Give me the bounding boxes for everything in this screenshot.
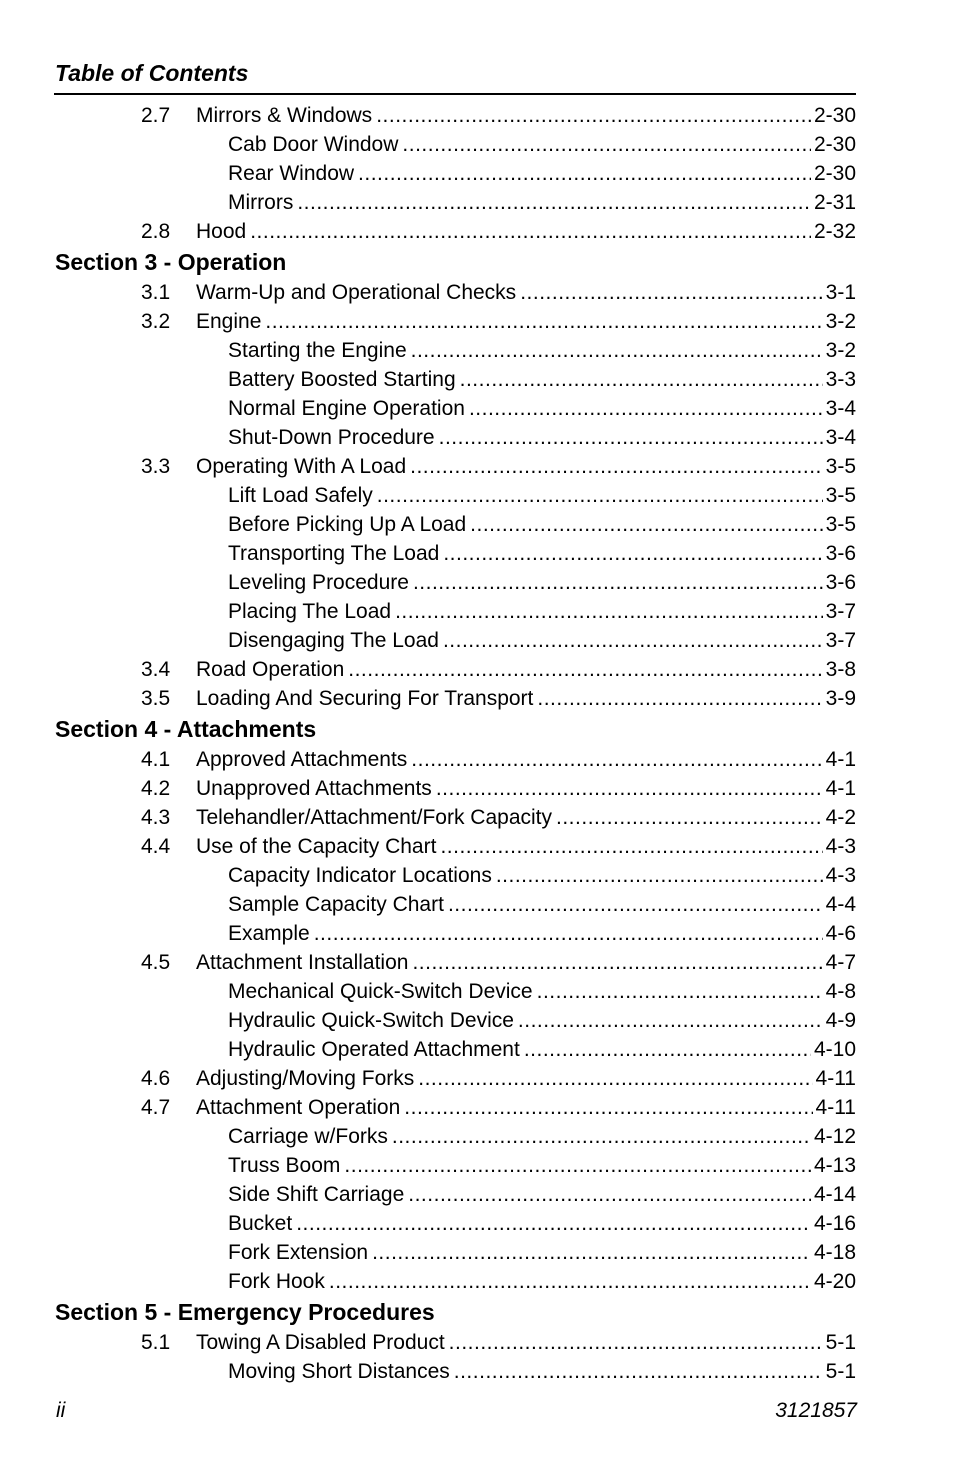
entry-title: Fork Hook xyxy=(228,1270,325,1293)
section-title: Section 3 - Operation xyxy=(55,249,287,275)
entry-page-number: 2-30 xyxy=(813,133,856,156)
toc-subentry[interactable] xyxy=(0,130,954,159)
entry-number: 3.1 xyxy=(141,281,171,304)
toc-entry[interactable] xyxy=(0,278,954,307)
dot-leader xyxy=(410,452,823,481)
entry-line xyxy=(228,539,856,568)
toc-entry[interactable] xyxy=(0,307,954,336)
dot-leader xyxy=(297,188,811,217)
entry-line xyxy=(228,1122,856,1151)
entry-title: Disengaging The Load xyxy=(228,629,439,652)
entry-page-number: 3-7 xyxy=(825,600,856,623)
dot-leader xyxy=(296,1209,811,1238)
entry-number: 3.4 xyxy=(141,658,171,681)
dot-leader xyxy=(443,626,823,655)
entry-page-number: 4-3 xyxy=(825,835,856,858)
dot-leader xyxy=(402,130,811,159)
toc-entry[interactable] xyxy=(0,803,954,832)
entry-page-number: 4-10 xyxy=(813,1038,856,1061)
dot-leader xyxy=(443,539,822,568)
entry-number: 4.4 xyxy=(141,835,171,858)
dot-leader xyxy=(448,890,823,919)
entry-number: 3.3 xyxy=(141,455,171,478)
dot-leader xyxy=(436,774,823,803)
entry-title: Road Operation xyxy=(196,658,345,681)
entry-number: 4.7 xyxy=(141,1096,171,1119)
toc-subentry[interactable] xyxy=(0,365,954,394)
entry-title: Example xyxy=(228,922,310,945)
entry-line xyxy=(228,510,856,539)
entry-title: Placing The Load xyxy=(228,600,392,623)
entry-page-number: 3-5 xyxy=(825,484,856,507)
toc-subentry[interactable] xyxy=(0,1006,954,1035)
entry-page-number: 3-6 xyxy=(825,571,856,594)
dot-leader xyxy=(556,803,823,832)
dot-leader xyxy=(537,977,823,1006)
entry-title: Moving Short Distances xyxy=(228,1360,450,1383)
entry-title: Cab Door Window xyxy=(228,133,399,156)
entry-line xyxy=(196,803,856,832)
dot-leader xyxy=(412,948,822,977)
entry-page-number: 4-4 xyxy=(825,893,856,916)
entry-page-number: 4-16 xyxy=(813,1212,856,1235)
entry-page-number: 4-20 xyxy=(813,1270,856,1293)
dot-leader xyxy=(329,1267,811,1296)
section-title: Section 5 - Emergency Procedures xyxy=(55,1299,435,1325)
entry-title: Hood xyxy=(196,220,247,243)
entry-page-number: 4-2 xyxy=(825,806,856,829)
entry-page-number: 4-12 xyxy=(813,1125,856,1148)
toc-entry[interactable] xyxy=(0,745,954,774)
dot-leader xyxy=(411,745,822,774)
dot-leader xyxy=(470,510,822,539)
dot-leader xyxy=(496,861,823,890)
toc-subentry[interactable] xyxy=(0,423,954,452)
entry-line xyxy=(196,832,856,861)
entry-title: Bucket xyxy=(228,1212,293,1235)
entry-title: Mechanical Quick-Switch Device xyxy=(228,980,533,1003)
entry-page-number: 3-4 xyxy=(825,397,856,420)
entry-title: Leveling Procedure xyxy=(228,571,409,594)
toc-subentry[interactable] xyxy=(0,919,954,948)
dot-leader xyxy=(413,568,823,597)
toc-subentry[interactable] xyxy=(0,1209,954,1238)
entry-line xyxy=(228,568,856,597)
entry-title: Carriage w/Forks xyxy=(228,1125,388,1148)
entry-number: 4.2 xyxy=(141,777,171,800)
toc-entry[interactable] xyxy=(0,1328,954,1357)
entry-title: Loading And Securing For Transport xyxy=(196,687,534,710)
entry-line xyxy=(196,278,856,307)
toc-subentry[interactable] xyxy=(0,597,954,626)
toc-subentry[interactable] xyxy=(0,568,954,597)
entry-page-number: 3-2 xyxy=(825,339,856,362)
entry-title: Approved Attachments xyxy=(196,748,408,771)
entry-line xyxy=(228,1006,856,1035)
toc-subentry[interactable] xyxy=(0,890,954,919)
entry-line xyxy=(228,597,856,626)
entry-title: Lift Load Safely xyxy=(228,484,373,507)
entry-title: Side Shift Carriage xyxy=(228,1183,405,1206)
entry-line xyxy=(228,1238,856,1267)
entry-line xyxy=(228,188,856,217)
entry-number: 4.3 xyxy=(141,806,171,829)
entry-number: 4.1 xyxy=(141,748,171,771)
entry-page-number: 4-8 xyxy=(825,980,856,1003)
entry-line xyxy=(228,394,856,423)
entry-page-number: 4-18 xyxy=(813,1241,856,1264)
header-divider xyxy=(54,93,856,95)
entry-line xyxy=(228,365,856,394)
toc-subentry[interactable] xyxy=(0,481,954,510)
entry-page-number: 2-31 xyxy=(813,191,856,214)
entry-page-number: 4-6 xyxy=(825,922,856,945)
page-header-title: Table of Contents xyxy=(55,60,249,86)
entry-title: Hydraulic Operated Attachment xyxy=(228,1038,520,1061)
entry-number: 2.7 xyxy=(141,104,171,127)
entry-line xyxy=(228,1151,856,1180)
entry-line xyxy=(228,481,856,510)
entry-page-number: 3-8 xyxy=(825,658,856,681)
toc-subentry[interactable] xyxy=(0,1180,954,1209)
entry-page-number: 4-11 xyxy=(815,1096,856,1119)
entry-line xyxy=(196,1064,856,1093)
dot-leader xyxy=(518,1006,823,1035)
toc-subentry[interactable] xyxy=(0,1357,954,1386)
entry-line xyxy=(228,977,856,1006)
dot-leader xyxy=(376,101,811,130)
entry-title: Rear Window xyxy=(228,162,355,185)
entry-title: Mirrors xyxy=(228,191,294,214)
entry-page-number: 3-1 xyxy=(825,281,856,304)
toc-subentry[interactable] xyxy=(0,336,954,365)
entry-page-number: 4-14 xyxy=(813,1183,856,1206)
entry-title: Hydraulic Quick-Switch Device xyxy=(228,1009,514,1032)
table-of-contents xyxy=(0,101,954,1386)
toc-subentry[interactable] xyxy=(0,626,954,655)
entry-line xyxy=(228,861,856,890)
entry-number: 3.5 xyxy=(141,687,171,710)
toc-subentry[interactable] xyxy=(0,539,954,568)
dot-leader xyxy=(358,159,811,188)
entry-line xyxy=(228,890,856,919)
entry-line xyxy=(228,336,856,365)
entry-page-number: 4-11 xyxy=(815,1067,856,1090)
section-title: Section 4 - Attachments xyxy=(55,716,317,742)
entry-line xyxy=(228,1357,856,1386)
footer-document-number: 3121857 xyxy=(775,1399,857,1422)
dot-leader xyxy=(408,1180,811,1209)
entry-page-number: 3-2 xyxy=(825,310,856,333)
dot-leader xyxy=(377,481,823,510)
toc-entry[interactable] xyxy=(0,101,954,130)
dot-leader xyxy=(440,832,822,861)
dot-leader xyxy=(348,655,822,684)
entry-page-number: 4-9 xyxy=(825,1009,856,1032)
toc-subentry[interactable] xyxy=(0,1238,954,1267)
entry-page-number: 3-6 xyxy=(825,542,856,565)
entry-page-number: 4-7 xyxy=(825,951,856,974)
entry-title: Battery Boosted Starting xyxy=(228,368,456,391)
entry-line xyxy=(228,626,856,655)
toc-entry[interactable] xyxy=(0,217,954,246)
dot-leader xyxy=(469,394,823,423)
entry-line xyxy=(196,1328,856,1357)
toc-subentry[interactable] xyxy=(0,1035,954,1064)
entry-line xyxy=(228,1267,856,1296)
entry-title: Engine xyxy=(196,310,262,333)
entry-title: Warm-Up and Operational Checks xyxy=(196,281,517,304)
dot-leader xyxy=(265,307,822,336)
entry-page-number: 3-7 xyxy=(825,629,856,652)
entry-title: Operating With A Load xyxy=(196,455,407,478)
entry-line xyxy=(196,1093,856,1122)
dot-leader xyxy=(411,336,823,365)
entry-line xyxy=(196,217,856,246)
entry-title: Capacity Indicator Locations xyxy=(228,864,492,887)
entry-title: Shut-Down Procedure xyxy=(228,426,435,449)
toc-section-heading xyxy=(0,1296,954,1328)
dot-leader xyxy=(404,1093,812,1122)
dot-leader xyxy=(449,1328,823,1357)
entry-line xyxy=(196,774,856,803)
entry-page-number: 4-1 xyxy=(825,748,856,771)
entry-page-number: 4-3 xyxy=(825,864,856,887)
dot-leader xyxy=(454,1357,823,1386)
entry-page-number: 3-5 xyxy=(825,455,856,478)
entry-number: 2.8 xyxy=(141,220,171,243)
dot-leader xyxy=(392,1122,811,1151)
entry-page-number: 3-9 xyxy=(825,687,856,710)
entry-title: Normal Engine Operation xyxy=(228,397,465,420)
entry-number: 3.2 xyxy=(141,310,171,333)
entry-line xyxy=(196,452,856,481)
toc-subentry[interactable] xyxy=(0,861,954,890)
entry-title: Towing A Disabled Product xyxy=(196,1331,445,1354)
toc-subentry[interactable] xyxy=(0,188,954,217)
dot-leader xyxy=(250,217,811,246)
entry-line xyxy=(196,684,856,713)
toc-subentry[interactable] xyxy=(0,159,954,188)
entry-line xyxy=(228,1035,856,1064)
dot-leader xyxy=(460,365,823,394)
toc-entry[interactable] xyxy=(0,774,954,803)
dot-leader xyxy=(520,278,822,307)
entry-title: Use of the Capacity Chart xyxy=(196,835,437,858)
entry-line xyxy=(196,745,856,774)
entry-page-number: 4-13 xyxy=(813,1154,856,1177)
entry-title: Unapproved Attachments xyxy=(196,777,432,800)
entry-line xyxy=(228,130,856,159)
entry-title: Sample Capacity Chart xyxy=(228,893,444,916)
entry-line xyxy=(196,307,856,336)
toc-subentry[interactable] xyxy=(0,1151,954,1180)
dot-leader xyxy=(418,1064,812,1093)
entry-number: 4.5 xyxy=(141,951,171,974)
dot-leader xyxy=(537,684,822,713)
entry-page-number: 3-4 xyxy=(825,426,856,449)
entry-page-number: 4-1 xyxy=(825,777,856,800)
entry-title: Mirrors & Windows xyxy=(196,104,373,127)
entry-title: Before Picking Up A Load xyxy=(228,513,467,536)
entry-line xyxy=(228,1180,856,1209)
dot-leader xyxy=(524,1035,811,1064)
entry-title: Adjusting/Moving Forks xyxy=(196,1067,415,1090)
entry-number: 4.6 xyxy=(141,1067,171,1090)
entry-title: Truss Boom xyxy=(228,1154,341,1177)
toc-subentry[interactable] xyxy=(0,1122,954,1151)
toc-subentry[interactable] xyxy=(0,1267,954,1296)
entry-page-number: 3-3 xyxy=(825,368,856,391)
dot-leader xyxy=(344,1151,811,1180)
entry-page-number: 5-1 xyxy=(825,1360,856,1383)
entry-line xyxy=(228,1209,856,1238)
dot-leader xyxy=(372,1238,811,1267)
entry-line xyxy=(196,655,856,684)
toc-entry[interactable] xyxy=(0,948,954,977)
toc-entry[interactable] xyxy=(0,452,954,481)
entry-title: Attachment Operation xyxy=(196,1096,401,1119)
entry-page-number: 2-32 xyxy=(813,220,856,243)
entry-page-number: 2-30 xyxy=(813,104,856,127)
entry-line xyxy=(228,919,856,948)
dot-leader xyxy=(395,597,823,626)
toc-entry[interactable] xyxy=(0,1093,954,1122)
toc-entry[interactable] xyxy=(0,655,954,684)
toc-section-heading xyxy=(0,713,954,745)
entry-line xyxy=(228,159,856,188)
entry-title: Telehandler/Attachment/Fork Capacity xyxy=(196,806,553,829)
entry-line xyxy=(196,101,856,130)
entry-page-number: 2-30 xyxy=(813,162,856,185)
entry-title: Transporting The Load xyxy=(228,542,440,565)
dot-leader xyxy=(439,423,823,452)
entry-page-number: 3-5 xyxy=(825,513,856,536)
entry-title: Starting the Engine xyxy=(228,339,407,362)
entry-title: Attachment Installation xyxy=(196,951,409,974)
entry-number: 5.1 xyxy=(141,1331,171,1354)
entry-line xyxy=(196,948,856,977)
toc-entry[interactable] xyxy=(0,1064,954,1093)
entry-title: Fork Extension xyxy=(228,1241,369,1264)
toc-subentry[interactable] xyxy=(0,977,954,1006)
toc-entry[interactable] xyxy=(0,684,954,713)
toc-subentry[interactable] xyxy=(0,510,954,539)
dot-leader xyxy=(314,919,823,948)
toc-section-heading xyxy=(0,246,954,278)
toc-entry[interactable] xyxy=(0,832,954,861)
entry-page-number: 5-1 xyxy=(825,1331,856,1354)
entry-line xyxy=(228,423,856,452)
footer-page-number: ii xyxy=(56,1399,66,1422)
toc-subentry[interactable] xyxy=(0,394,954,423)
